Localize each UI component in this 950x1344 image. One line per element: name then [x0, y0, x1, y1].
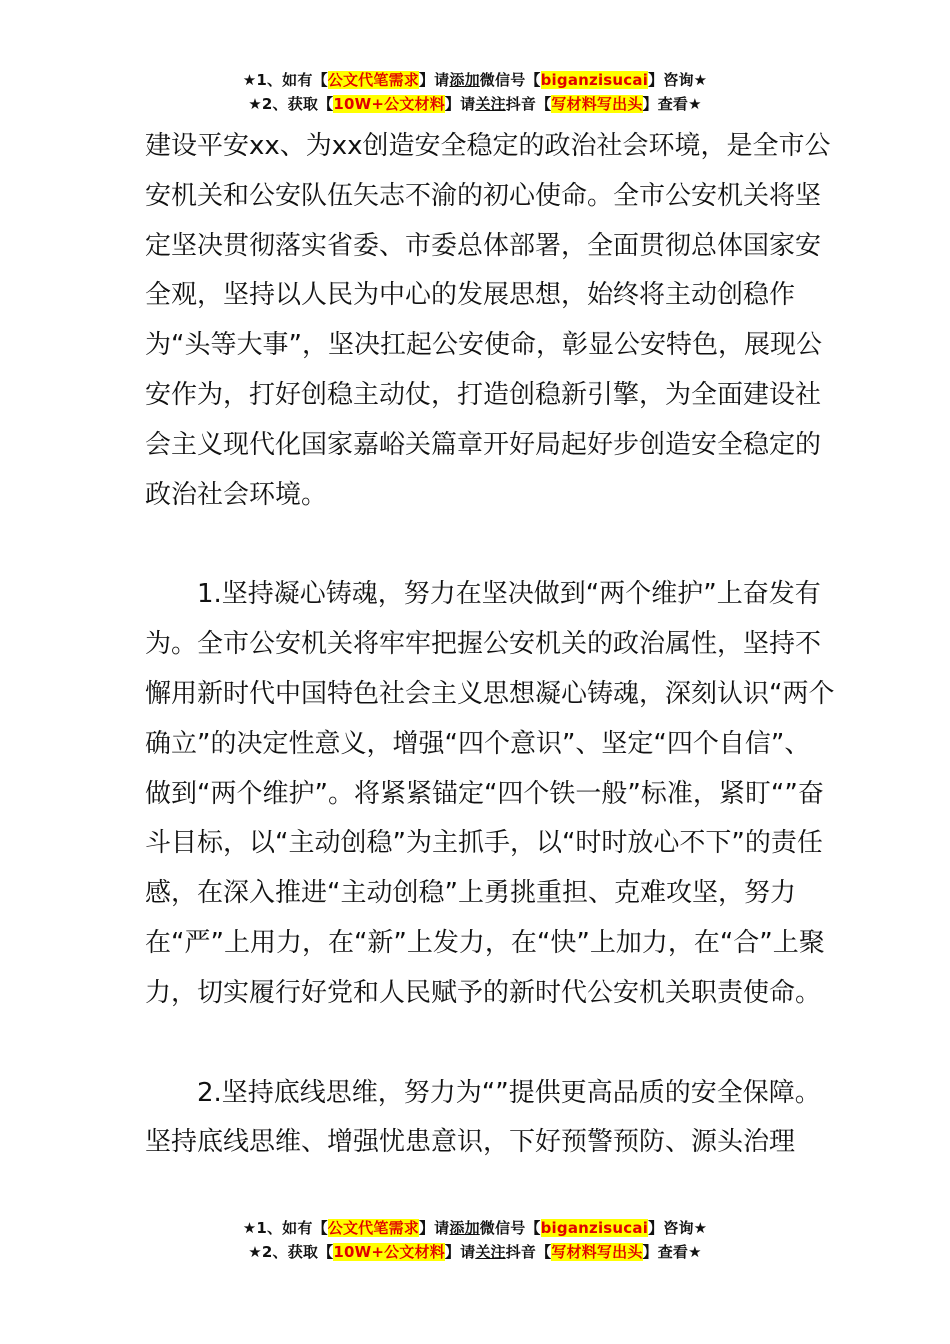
- banner-line-2: [0, 1240, 950, 1264]
- banner-text: 】查看★: [642, 95, 702, 113]
- footer-banner: [0, 1216, 950, 1264]
- banner-highlight-materials: 10W+公文材料: [333, 95, 445, 113]
- banner-text: 】请: [444, 95, 476, 113]
- banner-underline-add: 添加: [449, 71, 480, 89]
- banner-line-2: [0, 92, 950, 116]
- banner-underline-add: 添加: [449, 1219, 480, 1237]
- banner-highlight-wechat: biganzisucai: [540, 71, 649, 89]
- banner-text: 】请: [418, 1219, 450, 1237]
- banner-text: ★2、获取【: [248, 1243, 334, 1261]
- banner-highlight-materials: 10W+公文材料: [333, 1243, 445, 1261]
- document-body: [145, 122, 835, 1168]
- banner-text: ★1、如有【: [242, 1219, 328, 1237]
- banner-text: 】咨询★: [648, 1219, 708, 1237]
- banner-highlight-douyin: 写材料写出头: [551, 1243, 643, 1261]
- paragraph-point-1: 1.坚持凝心铸魂，努力在坚决做到“两个维护”上奋发有为。全市公安机关将牢牢把握公安机关的政治属性，坚持不懈用新时代中国特色社会主义思想凝心铸魂，深刻认识“两个确立”的决定性意义，增强“四个意识”、坚定“四个自信”、做到“两个维护”。将紧紧锚定“四个铁一般”标准，紧盯“”奋斗目标，以“主动创稳”为主抓手，以“时时放心不下”的责任感，在深入推进“主动创稳”上勇挑重担、克难攻坚，努力在“严”上用力，在“新”上发力，在“快”上加力，在“合”上聚力，切实履行好党和人民赋予的新时代公安机关职责使命。: [145, 579, 835, 1008]
- banner-highlight-wechat: biganzisucai: [540, 1219, 649, 1237]
- banner-line-1: [0, 68, 950, 92]
- banner-text: 微信号【: [479, 1219, 541, 1237]
- banner-text: 】请: [444, 1243, 476, 1261]
- paragraph-intro: 建设平安xx、为xx创造安全稳定的政治社会环境，是全市公安机关和公安队伍矢志不渝的初心使命。全市公安机关将坚定坚决贯彻落实省委、市委总体部署，全面贯彻总体国家安全观，坚持以人民为中心的发展思想，始终将主动创稳作为“头等大事”，坚决扛起公安使命，彰显公安特色，展现公安作为，打好创稳主动仗，打造创稳新引擎，为全面建设社会主义现代化国家嘉峪关篇章开好局起好步创造安全稳定的政治社会环境。: [145, 131, 831, 510]
- banner-underline-follow: 关注: [475, 95, 506, 113]
- header-banner: [0, 68, 950, 116]
- banner-text: 】咨询★: [648, 71, 708, 89]
- banner-highlight-service: 公文代笔需求: [327, 71, 419, 89]
- banner-underline-follow: 关注: [475, 1243, 506, 1261]
- banner-text: 抖音【: [505, 1243, 552, 1261]
- banner-text: ★2、获取【: [248, 95, 334, 113]
- banner-text: 抖音【: [505, 95, 552, 113]
- paragraph-gap: [145, 520, 835, 570]
- banner-text: 】请: [418, 71, 450, 89]
- banner-highlight-service: 公文代笔需求: [327, 1219, 419, 1237]
- paragraph-gap: [145, 1019, 835, 1069]
- banner-text: 微信号【: [479, 71, 541, 89]
- paragraph-point-2: 2.坚持底线思维，努力为“”提供更高品质的安全保障。坚持底线思维、增强忧患意识，下好预警预防、源头治理: [145, 1077, 821, 1158]
- banner-text: 】查看★: [642, 1243, 702, 1261]
- banner-text: ★1、如有【: [242, 71, 328, 89]
- banner-highlight-douyin: 写材料写出头: [551, 95, 643, 113]
- banner-line-1: [0, 1216, 950, 1240]
